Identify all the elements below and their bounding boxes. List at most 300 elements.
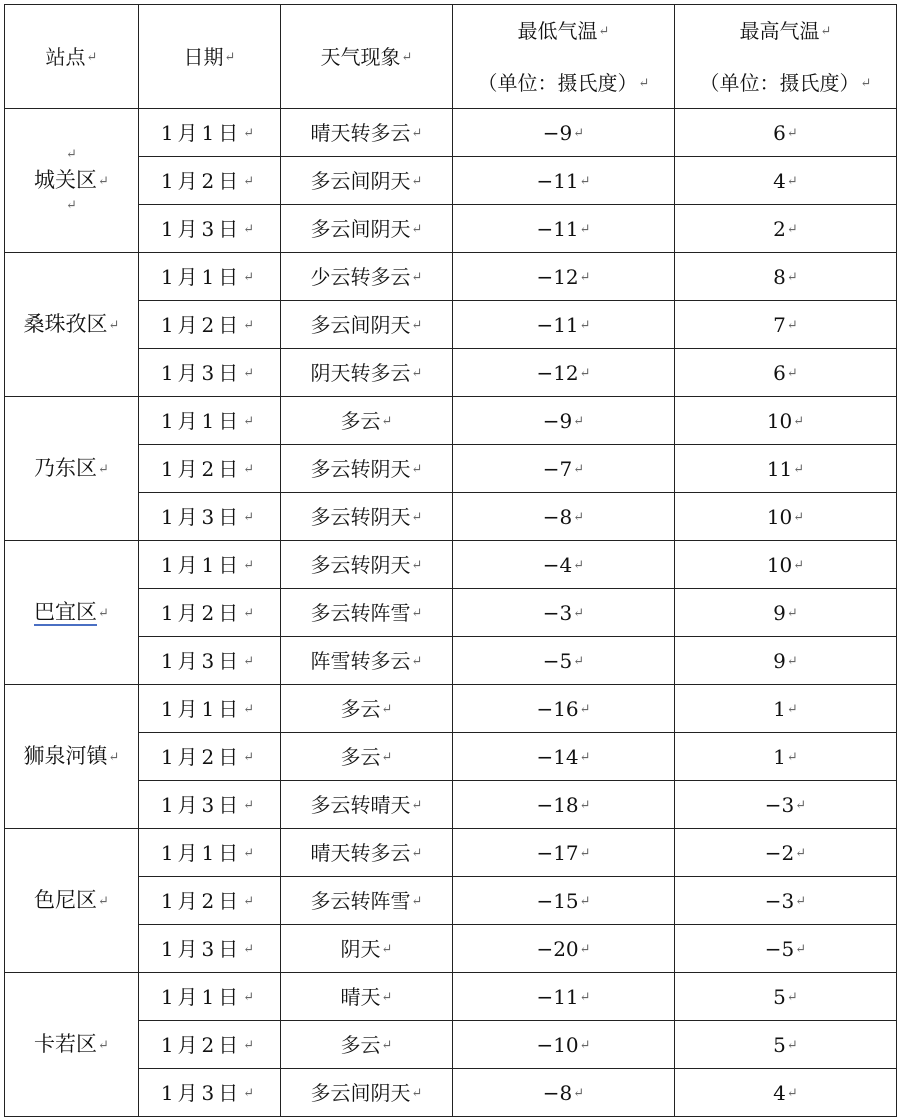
- paragraph-mark: ↵: [573, 414, 585, 430]
- paragraph-mark: ↵: [243, 510, 259, 526]
- paragraph-mark: ↵: [108, 749, 120, 765]
- min-temp-cell-text: −3: [542, 600, 573, 625]
- paragraph-mark: ↵: [243, 942, 259, 958]
- station-name: 桑珠孜区: [23, 311, 108, 336]
- paragraph-mark: ↵: [793, 558, 805, 574]
- paragraph-mark: ↵: [381, 702, 393, 718]
- date-cell: [139, 253, 281, 301]
- max-temp-cell: [675, 541, 897, 589]
- max-temp-cell-text: 6: [773, 360, 786, 385]
- date-cell-text: 1月3日: [160, 504, 243, 529]
- date-cell-text: 1月1日: [160, 696, 243, 721]
- date-cell-text: 1月1日: [160, 840, 243, 865]
- weather-cell-text: 多云转阴天: [310, 504, 411, 529]
- date-cell-text: 1月3日: [160, 936, 243, 961]
- min-temp-cell-text: −9: [542, 120, 573, 145]
- min-temp-cell-text: −12: [536, 264, 579, 289]
- weather-cell: [281, 733, 453, 781]
- paragraph-mark: ↵: [381, 942, 393, 958]
- min-temp-cell: [453, 925, 675, 973]
- paragraph-mark: ↵: [381, 750, 393, 766]
- min-temp-cell: [453, 829, 675, 877]
- table-row: [5, 493, 897, 541]
- max-temp-cell-text: 4: [773, 1080, 786, 1105]
- date-cell: [139, 1021, 281, 1069]
- max-temp-cell: [675, 493, 897, 541]
- paragraph-mark: ↵: [573, 1086, 585, 1102]
- station-name: 巴宜区: [34, 599, 98, 624]
- min-temp-cell-text: −12: [536, 360, 579, 385]
- min-temp-cell-text: −11: [536, 168, 579, 193]
- min-temp-cell: [453, 109, 675, 157]
- weather-cell-text: 多云: [340, 696, 381, 721]
- min-temp-cell: [453, 589, 675, 637]
- weather-cell-text: 阵雪转多云: [310, 648, 411, 673]
- date-cell-text: 1月2日: [160, 888, 243, 913]
- date-cell: [139, 829, 281, 877]
- date-cell: [139, 397, 281, 445]
- weather-cell: [281, 493, 453, 541]
- paragraph-mark: ↵: [579, 942, 591, 958]
- weather-cell-text: 多云转阵雪: [310, 888, 411, 913]
- station-cell: [5, 109, 139, 253]
- paragraph-mark: ↵: [786, 366, 798, 382]
- date-cell: [139, 637, 281, 685]
- paragraph-mark: ↵: [243, 414, 259, 430]
- min-temp-cell: [453, 781, 675, 829]
- max-temp-cell-text: 9: [773, 648, 786, 673]
- paragraph-mark: ↵: [411, 270, 423, 286]
- weather-cell-text: 多云间阴天: [310, 1080, 411, 1105]
- paragraph-mark: ↵: [795, 798, 807, 814]
- weather-cell: [281, 349, 453, 397]
- paragraph-mark: ↵: [795, 894, 807, 910]
- date-cell: [139, 445, 281, 493]
- weather-cell: [281, 157, 453, 205]
- min-temp-cell-text: −7: [542, 456, 573, 481]
- max-temp-cell: [675, 733, 897, 781]
- table-row: [5, 541, 897, 589]
- date-cell-text: 1月2日: [160, 456, 243, 481]
- paragraph-mark: ↵: [795, 942, 807, 958]
- min-temp-cell: [453, 445, 675, 493]
- paragraph-mark: ↵: [98, 461, 109, 477]
- date-cell-text: 1月1日: [160, 264, 243, 289]
- weather-cell: [281, 925, 453, 973]
- table-body: [5, 109, 897, 1117]
- min-temp-cell-text: −11: [536, 312, 579, 337]
- paragraph-mark: ↵: [786, 318, 798, 334]
- table-row: [5, 349, 897, 397]
- paragraph-mark: ↵: [98, 173, 109, 189]
- paragraph-mark: ↵: [793, 462, 805, 478]
- paragraph-mark: ↵: [243, 894, 259, 910]
- max-temp-cell-text: −3: [764, 792, 795, 817]
- weather-cell: [281, 1021, 453, 1069]
- max-temp-cell: [675, 925, 897, 973]
- weather-cell-text: 多云转阵雪: [310, 600, 411, 625]
- weather-cell-text: 阴天: [340, 936, 381, 961]
- weather-cell: [281, 397, 453, 445]
- weather-cell: [281, 445, 453, 493]
- min-temp-cell-text: −16: [536, 696, 579, 721]
- max-temp-cell-text: 1: [773, 696, 786, 721]
- paragraph-mark: ↵: [411, 558, 423, 574]
- weather-cell-text: 多云转阴天: [310, 456, 411, 481]
- min-temp-cell-text: −10: [536, 1032, 579, 1057]
- date-cell: [139, 109, 281, 157]
- min-temp-cell: [453, 157, 675, 205]
- paragraph-mark: ↵: [243, 846, 259, 862]
- date-cell-text: 1月3日: [160, 792, 243, 817]
- paragraph-mark: ↵: [579, 1038, 591, 1054]
- max-temp-cell-text: 6: [773, 120, 786, 145]
- weather-cell: [281, 685, 453, 733]
- max-temp-cell: [675, 253, 897, 301]
- station-name: 卡若区: [34, 1031, 98, 1056]
- date-cell: [139, 973, 281, 1021]
- paragraph-mark: ↵: [786, 606, 798, 622]
- header-max-temp: 最高气温↵ （单位：摄氏度）↵: [675, 5, 897, 109]
- min-temp-cell: [453, 541, 675, 589]
- min-temp-cell: [453, 1021, 675, 1069]
- weather-cell-text: 多云: [340, 744, 381, 769]
- min-temp-cell: [453, 253, 675, 301]
- paragraph-mark: ↵: [66, 146, 77, 162]
- paragraph-mark: ↵: [243, 798, 259, 814]
- date-cell: [139, 685, 281, 733]
- paragraph-mark: ↵: [579, 366, 591, 382]
- max-temp-cell-text: 10: [766, 408, 793, 433]
- date-cell: [139, 349, 281, 397]
- paragraph-mark: ↵: [786, 702, 798, 718]
- paragraph-mark: ↵: [98, 893, 109, 909]
- max-temp-cell: [675, 685, 897, 733]
- weather-forecast-table: [4, 4, 897, 1117]
- paragraph-mark: ↵: [579, 174, 591, 190]
- max-temp-cell: [675, 109, 897, 157]
- weather-cell: [281, 637, 453, 685]
- max-temp-cell-text: 7: [773, 312, 786, 337]
- paragraph-mark: ↵: [381, 1038, 393, 1054]
- paragraph-mark: ↵: [786, 270, 798, 286]
- paragraph-mark: ↵: [411, 606, 423, 622]
- max-temp-cell-text: −3: [764, 888, 795, 913]
- max-temp-cell: [675, 1069, 897, 1117]
- paragraph-mark: ↵: [411, 462, 423, 478]
- paragraph-mark: ↵: [579, 750, 591, 766]
- date-cell-text: 1月1日: [160, 984, 243, 1009]
- max-temp-cell-text: 1: [773, 744, 786, 769]
- weather-cell: [281, 781, 453, 829]
- paragraph-mark: ↵: [243, 318, 259, 334]
- weather-cell: [281, 973, 453, 1021]
- max-temp-cell-text: 10: [766, 552, 793, 577]
- min-temp-cell: [453, 205, 675, 253]
- min-temp-cell: [453, 301, 675, 349]
- date-cell-text: 1月1日: [160, 408, 243, 433]
- paragraph-mark: ↵: [243, 222, 259, 238]
- paragraph-mark: ↵: [411, 222, 423, 238]
- paragraph-mark: ↵: [579, 990, 591, 1006]
- weather-cell-text: 多云间阴天: [310, 312, 411, 337]
- paragraph-mark: ↵: [411, 894, 423, 910]
- table-row: [5, 301, 897, 349]
- paragraph-mark: ↵: [573, 126, 585, 142]
- date-cell-text: 1月3日: [160, 360, 243, 385]
- max-temp-cell-text: 11: [766, 456, 793, 481]
- min-temp-cell-text: −4: [542, 552, 573, 577]
- min-temp-cell-text: −14: [536, 744, 579, 769]
- paragraph-mark: ↵: [243, 702, 259, 718]
- table-row: [5, 589, 897, 637]
- table-row: [5, 733, 897, 781]
- paragraph-mark: ↵: [786, 1038, 798, 1054]
- min-temp-cell: [453, 877, 675, 925]
- paragraph-mark: ↵: [66, 198, 77, 214]
- min-temp-cell: [453, 397, 675, 445]
- paragraph-mark: ↵: [411, 126, 423, 142]
- paragraph-mark: ↵: [786, 750, 798, 766]
- paragraph-mark: ↵: [243, 990, 259, 1006]
- table-row: [5, 109, 897, 157]
- paragraph-mark: ↵: [411, 798, 423, 814]
- paragraph-mark: ↵: [243, 366, 259, 382]
- paragraph-mark: ↵: [579, 222, 591, 238]
- paragraph-mark: ↵: [579, 702, 591, 718]
- header-weather: 天气现象↵: [281, 5, 453, 109]
- paragraph-mark: ↵: [786, 654, 798, 670]
- min-temp-cell-text: −8: [542, 504, 573, 529]
- max-temp-cell-text: 2: [773, 216, 786, 241]
- min-temp-cell-text: −5: [542, 648, 573, 673]
- weather-cell: [281, 109, 453, 157]
- station-cell: [5, 973, 139, 1117]
- paragraph-mark: ↵: [98, 605, 109, 621]
- max-temp-cell: [675, 589, 897, 637]
- max-temp-cell: [675, 877, 897, 925]
- date-cell: [139, 925, 281, 973]
- header-row: [5, 5, 897, 109]
- min-temp-cell: [453, 349, 675, 397]
- min-temp-cell-text: −20: [536, 936, 579, 961]
- date-cell-text: 1月3日: [160, 1080, 243, 1105]
- paragraph-mark: ↵: [793, 414, 805, 430]
- date-cell: [139, 589, 281, 637]
- min-temp-cell-text: −8: [542, 1080, 573, 1105]
- paragraph-mark: ↵: [243, 654, 259, 670]
- paragraph-mark: ↵: [573, 462, 585, 478]
- max-temp-cell-text: −2: [764, 840, 795, 865]
- station-name: 色尼区: [34, 887, 98, 912]
- min-temp-cell-text: −9: [542, 408, 573, 433]
- min-temp-cell-text: −15: [536, 888, 579, 913]
- weather-cell-text: 晴天转多云: [310, 840, 411, 865]
- paragraph-mark: ↵: [381, 990, 393, 1006]
- weather-cell: [281, 829, 453, 877]
- table-row: [5, 253, 897, 301]
- table-row: [5, 877, 897, 925]
- weather-cell-text: 多云转晴天: [310, 792, 411, 817]
- station-cell: [5, 685, 139, 829]
- paragraph-mark: ↵: [243, 174, 259, 190]
- table-row: [5, 1021, 897, 1069]
- min-temp-cell-text: −18: [536, 792, 579, 817]
- table-row: [5, 973, 897, 1021]
- weather-cell: [281, 253, 453, 301]
- paragraph-mark: ↵: [243, 1086, 259, 1102]
- table-row: [5, 1069, 897, 1117]
- paragraph-mark: ↵: [573, 654, 585, 670]
- date-cell-text: 1月2日: [160, 312, 243, 337]
- paragraph-mark: ↵: [795, 846, 807, 862]
- paragraph-mark: ↵: [411, 366, 423, 382]
- date-cell-text: 1月3日: [160, 216, 243, 241]
- station-cell: [5, 829, 139, 973]
- max-temp-cell: [675, 1021, 897, 1069]
- station-cell: [5, 541, 139, 685]
- weather-cell: [281, 541, 453, 589]
- paragraph-mark: ↵: [243, 462, 259, 478]
- table-row: [5, 829, 897, 877]
- station-cell: [5, 397, 139, 541]
- header-date: 日期↵: [139, 5, 281, 109]
- max-temp-cell-text: −5: [764, 936, 795, 961]
- max-temp-cell-text: 10: [766, 504, 793, 529]
- max-temp-cell: [675, 205, 897, 253]
- paragraph-mark: ↵: [411, 174, 423, 190]
- paragraph-mark: ↵: [579, 270, 591, 286]
- max-temp-cell: [675, 301, 897, 349]
- min-temp-cell-text: −11: [536, 216, 579, 241]
- header-min-temp: 最低气温↵ （单位：摄氏度）↵: [453, 5, 675, 109]
- max-temp-cell: [675, 973, 897, 1021]
- weather-cell-text: 多云: [340, 1032, 381, 1057]
- date-cell-text: 1月2日: [160, 1032, 243, 1057]
- table-row: [5, 637, 897, 685]
- date-cell-text: 1月1日: [160, 120, 243, 145]
- paragraph-mark: ↵: [98, 1037, 109, 1053]
- date-cell: [139, 781, 281, 829]
- max-temp-cell-text: 5: [773, 1032, 786, 1057]
- paragraph-mark: ↵: [243, 270, 259, 286]
- table-row: [5, 685, 897, 733]
- max-temp-cell: [675, 157, 897, 205]
- paragraph-mark: ↵: [243, 1038, 259, 1054]
- weather-cell: [281, 589, 453, 637]
- paragraph-mark: ↵: [573, 558, 585, 574]
- weather-cell-text: 晴天: [340, 984, 381, 1009]
- date-cell-text: 1月2日: [160, 168, 243, 193]
- min-temp-cell: [453, 493, 675, 541]
- min-temp-cell-text: −17: [536, 840, 579, 865]
- paragraph-mark: ↵: [243, 126, 259, 142]
- station-name: 狮泉河镇: [23, 743, 108, 768]
- weather-cell: [281, 1069, 453, 1117]
- paragraph-mark: ↵: [243, 750, 259, 766]
- paragraph-mark: ↵: [243, 558, 259, 574]
- weather-cell-text: 少云转多云: [310, 264, 411, 289]
- min-temp-cell: [453, 733, 675, 781]
- paragraph-mark: ↵: [786, 990, 798, 1006]
- table-row: [5, 925, 897, 973]
- paragraph-mark: ↵: [381, 414, 393, 430]
- min-temp-cell: [453, 637, 675, 685]
- weather-cell-text: 阴天转多云: [310, 360, 411, 385]
- max-temp-cell: [675, 397, 897, 445]
- paragraph-mark: ↵: [411, 510, 423, 526]
- date-cell: [139, 205, 281, 253]
- max-temp-cell: [675, 637, 897, 685]
- paragraph-mark: ↵: [411, 1086, 423, 1102]
- table-row: [5, 397, 897, 445]
- paragraph-mark: ↵: [108, 317, 120, 333]
- min-temp-cell-text: −11: [536, 984, 579, 1009]
- max-temp-cell: [675, 781, 897, 829]
- header-station: 站点↵: [5, 5, 139, 109]
- max-temp-cell-text: 5: [773, 984, 786, 1009]
- paragraph-mark: ↵: [786, 174, 798, 190]
- table-row: [5, 157, 897, 205]
- min-temp-cell: [453, 1069, 675, 1117]
- max-temp-cell-text: 4: [773, 168, 786, 193]
- date-cell: [139, 301, 281, 349]
- station-cell: [5, 253, 139, 397]
- paragraph-mark: ↵: [579, 894, 591, 910]
- date-cell: [139, 877, 281, 925]
- paragraph-mark: ↵: [411, 318, 423, 334]
- weather-cell: [281, 301, 453, 349]
- weather-cell-text: 多云转阴天: [310, 552, 411, 577]
- paragraph-mark: ↵: [786, 1086, 798, 1102]
- max-temp-cell: [675, 349, 897, 397]
- paragraph-mark: ↵: [573, 606, 585, 622]
- paragraph-mark: ↵: [573, 510, 585, 526]
- paragraph-mark: ↵: [411, 654, 423, 670]
- weather-cell: [281, 205, 453, 253]
- weather-cell-text: 多云: [340, 408, 381, 433]
- table-row: [5, 205, 897, 253]
- table-row: [5, 445, 897, 493]
- date-cell: [139, 493, 281, 541]
- weather-cell-text: 多云间阴天: [310, 168, 411, 193]
- paragraph-mark: ↵: [579, 846, 591, 862]
- min-temp-cell: [453, 685, 675, 733]
- max-temp-cell: [675, 829, 897, 877]
- paragraph-mark: ↵: [786, 222, 798, 238]
- max-temp-cell-text: 8: [773, 264, 786, 289]
- station-name: 乃东区: [34, 455, 98, 480]
- date-cell: [139, 157, 281, 205]
- date-cell-text: 1月2日: [160, 744, 243, 769]
- paragraph-mark: ↵: [793, 510, 805, 526]
- station-name: 城关区: [34, 167, 98, 192]
- min-temp-cell: [453, 973, 675, 1021]
- max-temp-cell-text: 9: [773, 600, 786, 625]
- weather-cell-text: 多云间阴天: [310, 216, 411, 241]
- weather-cell-text: 晴天转多云: [310, 120, 411, 145]
- paragraph-mark: ↵: [411, 846, 423, 862]
- paragraph-mark: ↵: [579, 318, 591, 334]
- max-temp-cell: [675, 445, 897, 493]
- date-cell: [139, 733, 281, 781]
- table-row: [5, 781, 897, 829]
- weather-cell: [281, 877, 453, 925]
- paragraph-mark: ↵: [786, 126, 798, 142]
- date-cell: [139, 541, 281, 589]
- date-cell: [139, 1069, 281, 1117]
- date-cell-text: 1月2日: [160, 600, 243, 625]
